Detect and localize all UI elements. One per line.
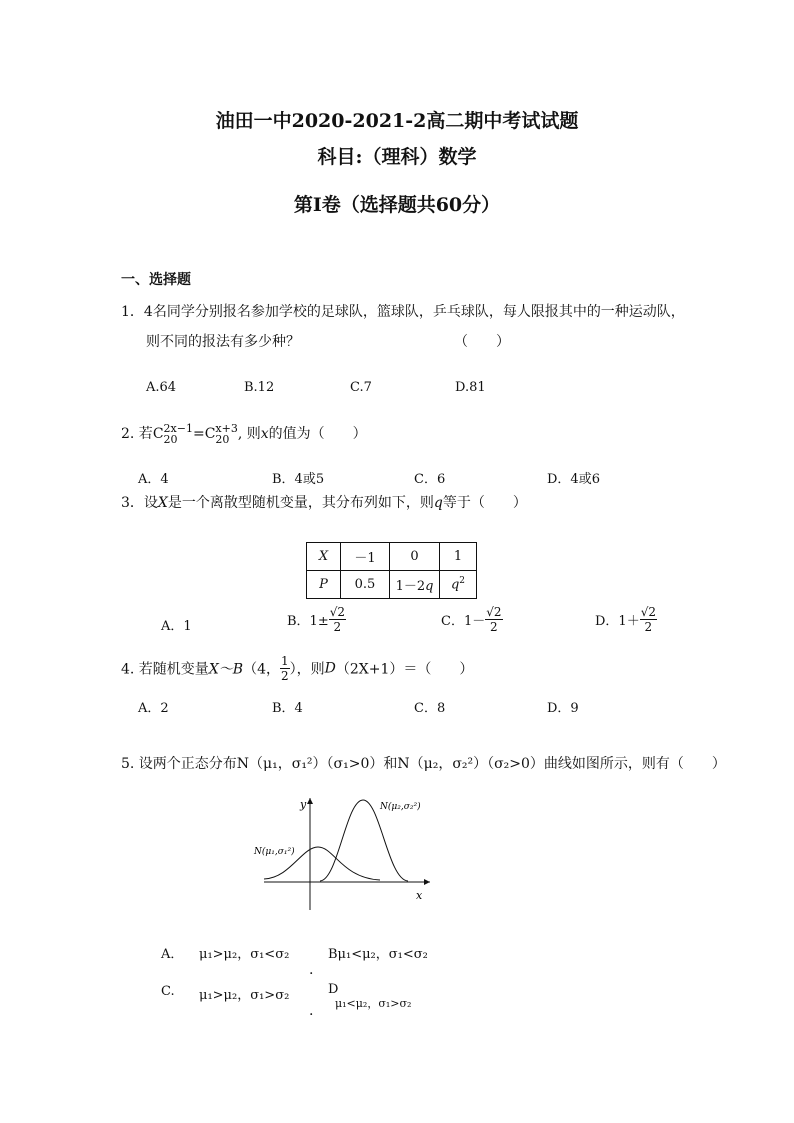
q3-option-d: D．1＋ $\frac{√2}{2}$: [595, 605, 656, 634]
curve-n2-label: N(μ₂,σ₂²): [380, 802, 421, 812]
q5-option-a: μ₁>μ₂，σ₁<σ₂: [199, 947, 290, 962]
q5-option-d-label: D: [328, 982, 339, 997]
q2-option-b: B．4或5: [272, 472, 325, 487]
q3-var: X: [157, 495, 168, 511]
q3-var2: q: [433, 495, 443, 511]
q5-option-b: Bμ₁<μ₂，σ₁<σ₂: [328, 947, 428, 962]
section-title: 第Ⅰ卷（选择题共60分）: [293, 194, 501, 216]
q5-dot: .: [309, 1003, 314, 1019]
q2-supsub1: [164, 423, 193, 445]
q2-option-a: A．4: [138, 472, 169, 487]
y-axis-label: y: [300, 798, 307, 811]
q1-answer-blank: （ ）: [454, 334, 510, 350]
table-cell: 1－2q: [390, 571, 440, 599]
exam-title: 油田一中2020-2021-2高二期中考试试题: [215, 110, 579, 132]
q3-option-a: A．1: [161, 619, 192, 634]
section-heading: 一、选择题: [121, 272, 191, 288]
q2-c1: C: [152, 426, 164, 442]
x-axis-label: x: [416, 889, 423, 902]
one-half-fraction: $\frac{1}{2}$: [281, 654, 289, 683]
q4-stem: 4. 若随机变量X～B（4， $\frac{1}{2}$ ），则D（2X+1）＝（ ）: [121, 654, 474, 683]
q1-line2: 则不同的报法有多少种？: [146, 334, 300, 350]
q1-option-b: B.12: [244, 380, 275, 395]
q4-option-d: D．9: [547, 701, 579, 716]
table-cell: －1: [341, 543, 390, 571]
q5-option-d: μ₁<μ₂，σ₁>σ₂: [335, 997, 412, 1010]
q3-prefix: 3．设: [121, 495, 158, 511]
table-cell: 1: [440, 543, 477, 571]
q1-option-d: D.81: [455, 380, 486, 395]
q2-suffix2: 的值为（ ）: [268, 426, 367, 442]
q4-option-b: B．4: [272, 701, 303, 716]
q1-option-c: C.7: [350, 380, 372, 395]
table-cell: $q^2$: [440, 571, 477, 599]
q2-supsub2: [215, 423, 237, 445]
q5-option-c: μ₁>μ₂，σ₁>σ₂: [199, 988, 290, 1003]
q3-suffix: 等于（ ）: [442, 495, 527, 511]
q2-prefix: 2. 若: [121, 426, 153, 442]
q2-sup2: x+3: [215, 422, 238, 435]
q2-sub2: 20: [215, 433, 230, 446]
table-cell: 0.5: [341, 571, 390, 599]
curve-n2: [320, 800, 408, 881]
table-cell: P: [307, 571, 341, 599]
curve-n1-label: N(μ₁,σ₁²): [254, 847, 295, 857]
sqrt2-over-2-fraction: $\frac{√2}{2}$: [329, 605, 345, 634]
q4-option-a: A．2: [138, 701, 169, 716]
q2-suffix: , 则: [237, 426, 261, 442]
q3-stem: [121, 492, 527, 512]
q5-option-c-label: C.: [161, 984, 175, 999]
q3-text: 是一个离散型随机变量，其分布列如下，则: [167, 495, 434, 511]
q3-option-c: C．1－ $\frac{√2}{2}$: [441, 605, 502, 634]
q2-eq: =: [192, 426, 205, 442]
q2-sup1: 2x−1: [163, 422, 193, 435]
sqrt2-over-2-fraction: $\frac{√2}{2}$: [486, 605, 502, 634]
sqrt2-over-2-fraction: $\frac{√2}{2}$: [640, 605, 656, 634]
q2-sub1: 20: [163, 433, 178, 446]
q2-c2: C: [204, 426, 216, 442]
q5-option-a-label: A．: [161, 947, 184, 962]
q3-option-b: B．1± $\frac{√2}{2}$: [287, 605, 345, 634]
q2-stem: [121, 423, 367, 445]
q4-option-c: C．8: [414, 701, 446, 716]
table-row: [307, 571, 477, 599]
q5-stem: 5. 设两个正态分布N（μ₁，σ₁²）（σ₁>0）和N（μ₂，σ₂²）（σ₂>0）曲线如图所示，则有（ ）: [121, 756, 726, 772]
q2-option-c: C．6: [414, 472, 446, 487]
subject-title: 科目:（理科）数学: [317, 146, 477, 168]
table-cell: X: [307, 543, 341, 571]
table-row: [307, 543, 477, 571]
table-cell: 0: [390, 543, 440, 571]
q1-option-a: A.64: [146, 380, 177, 395]
normal-distribution-graph: [250, 792, 440, 914]
q2-var: x: [260, 426, 269, 442]
q5-dot: .: [309, 962, 314, 978]
q2-option-d: D．4或6: [547, 472, 600, 487]
q1-line1: 1．4名同学分别报名参加学校的足球队，篮球队，乒乓球队，每人限报其中的一种运动队，: [121, 304, 685, 320]
distribution-table: [306, 542, 477, 599]
